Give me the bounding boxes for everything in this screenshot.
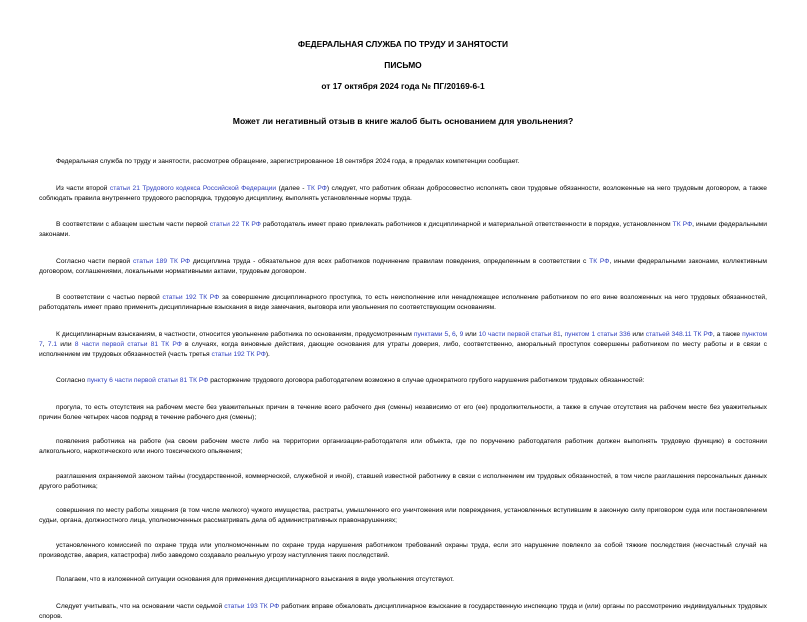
paragraph-text: Следует учитывать, что на основании части седьмой [56,602,225,610]
paragraph-text: Согласно части первой [56,257,133,265]
paragraph [39,157,767,167]
law-reference-link[interactable]: ТК РФ [672,221,693,228]
letter-subject: Может ли негативный отзыв в книге жалоб быть основанием для увольнения? [232,116,574,126]
document-date-number: от 17 октября 2024 года № ПГ/20169-6-1 [321,81,485,91]
paragraph-text: ) следует, что работник обязан добросовестно исполнять свои трудовые обязанности, возложенные на него трудовым договором, а также соблюдать правила внутреннего трудового распорядка, трудовую дисциплину, выполнять установленные нормы труда. [39,184,767,202]
law-reference-link[interactable]: ТК РФ [306,184,327,192]
law-reference-link[interactable]: статьи 22 ТК РФ [209,221,261,228]
paragraph-text: или [57,340,75,348]
paragraph [39,184,767,204]
paragraph-text: расторжение трудового договора работодателем возможно в случае однократного грубого нарушения работником трудовых обязанностей: [208,377,645,384]
agency-title: ФЕДЕРАЛЬНАЯ СЛУЖБА ПО ТРУДУ И ЗАНЯТОСТИ [297,39,509,49]
paragraph-text: , [560,330,565,338]
paragraph-text: К дисциплинарным взысканиям, в частности, относится увольнение работника по основаниям, предусмотренным [56,330,414,338]
paragraph-text: в случаях, когда виновные действия, дающие основания для утраты доверия, либо, соответственно, аморальный проступок совершены работником по месту работы и в связи с исполнением им трудовых обязанностей (часть третья [39,340,768,358]
paragraph-text: установленного комиссией по охране труда или уполномоченным по охране труда нарушения работником требований охраны труда, если это нарушение повлекло за собой тяжкие последствия (несчастный случай на производстве, авария, катастрофа) либо заведомо создавало реальную угрозу наступления таких последствий. [39,541,767,559]
paragraph-text: Согласно [56,377,88,384]
paragraph-text: или [463,330,479,338]
paragraph [39,220,767,240]
document-type: ПИСЬМО [384,60,422,70]
paragraph-text: работодатель имеет право привлекать работников к дисциплинарной и материальной ответственности в порядке, установленном [260,221,673,228]
law-reference-link[interactable]: 10 части первой статьи 81 [478,330,561,338]
law-reference-link[interactable]: 9 [459,330,464,338]
paragraph [39,437,767,457]
paragraph [39,541,767,561]
paragraph-text: появления работника на работе (на своем рабочем месте либо на территории организации-работодателя или объекта, где по поручению работодателя работник должен выполнять трудовую функцию) в состоянии алкогольного, наркотического или иного токсического опьянения; [39,438,767,455]
paragraph-text: ). [265,350,270,358]
paragraph-text: дисциплина труда - обязательное для всех работников подчинение правилам поведения, определенным в соответствии с [190,257,590,265]
paragraph-text: , иными федеральными законами, коллективным договором, соглашениями, локальными нормативными актами, трудовым договором. [39,257,768,275]
law-reference-link[interactable]: пункту 6 части первой статьи 81 ТК РФ [87,377,209,384]
paragraph-text: работник вправе обжаловать дисциплинарное взыскание в государственную инспекцию труда и (или) органы по рассмотрению индивидуальных трудовых споров. [39,602,767,620]
paragraph-text: за совершение дисциплинарного проступка, то есть неисполнение или ненадлежащее исполнение работником по его вине возложенных на него трудовых обязанностей, работодатель имеет право применить дисциплинарные взыскания в виде замечания, выговора или увольнения по соответствующим основаниям. [39,294,768,311]
paragraph-text: совершения по месту работы хищения (в том числе мелкого) чужого имущества, растраты, умышленного его уничтожения или повреждения, установленных вступившим в законную силу приговором суда или постановлением судьи, органа, должностного лица, уполномоченных рассматривать дела об административных правонарушениях; [39,507,767,524]
paragraph [39,602,767,622]
paragraph-text: или [630,330,646,338]
paragraph-text: , [455,330,460,338]
law-reference-link[interactable]: ТК РФ [589,257,610,265]
law-reference-link[interactable]: 6 [452,330,456,338]
paragraph-text: , [448,330,453,338]
paragraph [39,506,767,526]
paragraph-text: Из части второй [56,184,110,192]
paragraph-text: Федеральная служба по труду и занятости, рассмотрев обращение, зарегистрированное 18 сентября 2024 года, в пределах компетенции сообщает. [56,158,520,165]
law-reference-link[interactable]: статьи 192 ТК РФ [162,294,220,301]
law-reference-link[interactable]: статьи 193 ТК РФ [224,602,280,610]
law-reference-link[interactable]: пунктом 7 [39,330,768,348]
paragraph-text: прогула, то есть отсутствия на рабочем месте без уважительных причин в течение всего рабочего дня (смены) независимо от его (ее) продолжительности, а также в случае отсутствия на рабочем месте без уважительных причин более четырех часов подряд в течение рабочего дня (смены); [39,403,767,421]
law-reference-link[interactable]: статьи 21 Трудового кодекса Российской Федерации [109,184,277,192]
paragraph-text: , иными федеральными законами. [39,221,767,238]
letter-body [39,157,767,622]
law-reference-link[interactable]: статьей 348.11 ТК РФ [645,330,713,338]
paragraph [39,376,767,386]
law-reference-link[interactable]: пунктами 5 [413,330,449,338]
paragraph-text: , [42,340,48,348]
paragraph-text: Полагаем, что в изложенной ситуации основания для применения дисциплинарного взыскания в виде увольнения отсутствуют. [56,576,455,583]
law-reference-link[interactable]: статьи 192 ТК РФ [211,350,266,358]
paragraph [39,293,767,313]
paragraph-text: (далее - [276,184,307,192]
law-reference-link[interactable]: пунктом 1 статьи 336 [564,330,631,338]
paragraph [39,403,767,423]
paragraph-text: разглашения охраняемой законом тайны (государственной, коммерческой, служебной и иной), ставшей известной работнику в связи с исполнением им трудовых обязанностей, в том числе разглашения персональных данных другого работника; [39,472,767,490]
paragraph-text: В соответствии с абзацем шестым части первой [56,221,210,228]
paragraph-text: , а также [712,330,743,338]
paragraph [39,257,767,277]
paragraph [39,575,767,585]
law-reference-link[interactable]: статьи 189 ТК РФ [132,257,191,265]
paragraph-text: В соответствии с частью первой [56,294,163,301]
law-reference-link[interactable]: 7.1 [47,340,58,348]
law-reference-link[interactable]: 8 части первой статьи 81 ТК РФ [74,340,182,348]
paragraph [39,330,767,360]
paragraph [39,472,767,492]
